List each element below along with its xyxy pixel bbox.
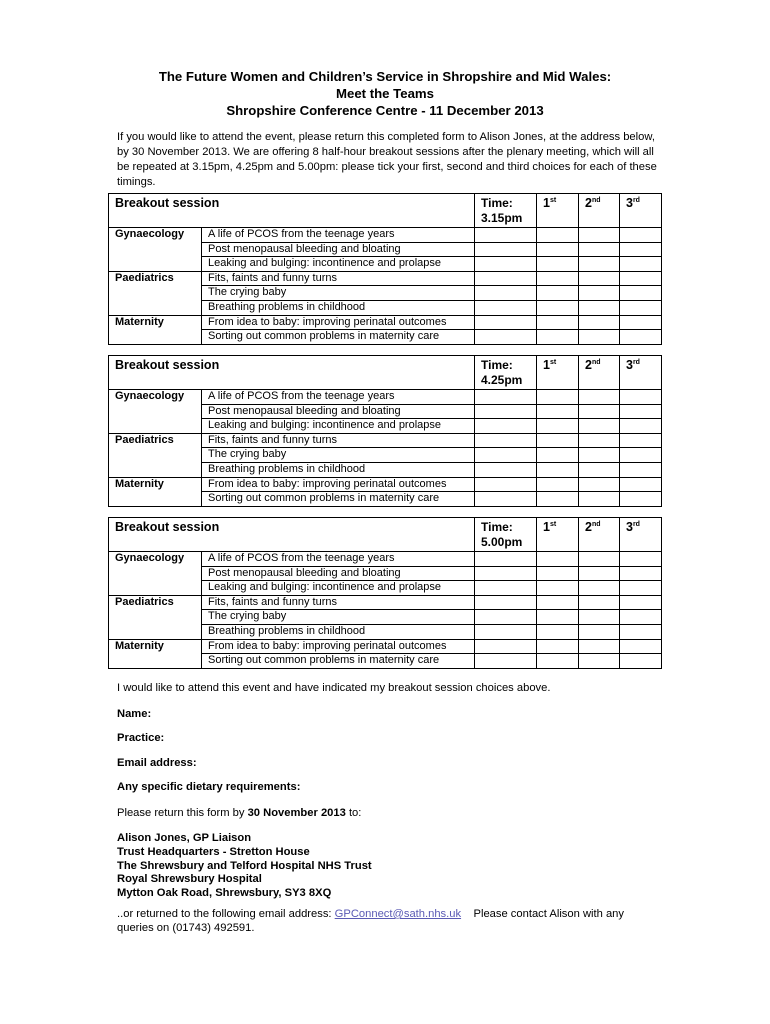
- time-choice-cell[interactable]: [475, 257, 537, 272]
- second-choice-cell[interactable]: [579, 462, 620, 477]
- category-cell: [109, 330, 202, 345]
- second-choice-cell[interactable]: [579, 286, 620, 301]
- third-choice-cell[interactable]: [620, 257, 662, 272]
- topic-cell: Fits, faints and funny turns: [202, 271, 475, 286]
- topic-cell: Leaking and bulging: incontinence and prolapse: [202, 581, 475, 596]
- topic-cell: From idea to baby: improving perinatal outcomes: [202, 639, 475, 654]
- first-choice-cell[interactable]: [537, 595, 579, 610]
- first-choice-cell[interactable]: [537, 390, 579, 405]
- time-header: [475, 518, 537, 552]
- topic-cell: Post menopausal bleeding and bloating: [202, 566, 475, 581]
- second-choice-cell[interactable]: [579, 595, 620, 610]
- first-choice-cell[interactable]: [537, 492, 579, 507]
- second-choice-cell[interactable]: [579, 492, 620, 507]
- third-choice-cell[interactable]: [620, 330, 662, 345]
- second-choice-header: 2nd: [579, 194, 620, 228]
- second-choice-header: 2nd: [579, 518, 620, 552]
- breakout-table: [108, 193, 662, 345]
- category-cell: Gynaecology: [109, 552, 202, 567]
- category-cell: [109, 654, 202, 669]
- footer-suffix: Please contact Alison with any queries on (01743) 492591.: [117, 908, 628, 934]
- category-cell: Gynaecology: [109, 228, 202, 243]
- first-choice-cell[interactable]: [537, 330, 579, 345]
- return-date: 30 November 2013: [247, 807, 346, 819]
- third-choice-cell[interactable]: [620, 315, 662, 330]
- first-choice-cell[interactable]: [537, 271, 579, 286]
- table-row: [109, 390, 662, 405]
- table-header-row: [109, 518, 662, 552]
- intro-paragraph: If you would like to attend the event, please return this completed form to Alison Jones, at the address below, by 30 November 2013. We are offering 8 half-hour breakout sessions after the plenary meeting, which will all be repeated at 3.15pm, 4.25pm and 5.00pm: please tick your first, second and third choices for each of these timings.: [117, 131, 657, 188]
- contact-email-link[interactable]: GPConnect@sath.nhs.uk: [334, 908, 462, 920]
- first-choice-cell[interactable]: [537, 315, 579, 330]
- first-choice-cell[interactable]: [537, 433, 579, 448]
- second-choice-cell[interactable]: [579, 624, 620, 639]
- time-choice-cell[interactable]: [475, 552, 537, 567]
- second-choice-cell[interactable]: [579, 552, 620, 567]
- third-choice-cell[interactable]: [620, 477, 662, 492]
- title-line-1: The Future Women and Children’s Service in Shropshire and Mid Wales:: [158, 69, 612, 84]
- table-row: [109, 595, 662, 610]
- time-choice-cell[interactable]: [475, 242, 537, 257]
- second-choice-cell[interactable]: [579, 654, 620, 669]
- title-line-3: Shropshire Conference Centre - 11 December 2013: [226, 103, 544, 118]
- table-row: [109, 566, 662, 581]
- first-choice-cell[interactable]: [537, 654, 579, 669]
- category-cell: Paediatrics: [109, 271, 202, 286]
- time-choice-cell[interactable]: [475, 330, 537, 345]
- time-label: Time:: [481, 358, 513, 372]
- third-choice-header: 3rd: [620, 194, 662, 228]
- table-row: [109, 639, 662, 654]
- first-choice-cell[interactable]: [537, 300, 579, 315]
- second-choice-cell[interactable]: [579, 566, 620, 581]
- topic-cell: Post menopausal bleeding and bloating: [202, 404, 475, 419]
- first-choice-cell[interactable]: [537, 228, 579, 243]
- category-cell: [109, 566, 202, 581]
- third-choice-cell[interactable]: [620, 300, 662, 315]
- time-choice-cell[interactable]: [475, 300, 537, 315]
- time-label: Time:: [481, 196, 513, 210]
- second-choice-cell[interactable]: [579, 448, 620, 463]
- time-choice-cell[interactable]: [475, 404, 537, 419]
- category-cell: [109, 242, 202, 257]
- second-choice-cell[interactable]: [579, 315, 620, 330]
- topic-cell: Fits, faints and funny turns: [202, 433, 475, 448]
- address-line-5: Mytton Oak Road, Shrewsbury, SY3 8XQ: [117, 887, 332, 900]
- table-row: [109, 477, 662, 492]
- name-label: Name:: [117, 708, 152, 720]
- third-choice-header: 3rd: [620, 518, 662, 552]
- second-choice-cell[interactable]: [579, 271, 620, 286]
- second-choice-cell[interactable]: [579, 330, 620, 345]
- third-choice-cell[interactable]: [620, 419, 662, 434]
- topic-cell: Leaking and bulging: incontinence and prolapse: [202, 257, 475, 272]
- table-row: [109, 610, 662, 625]
- third-choice-cell[interactable]: [620, 624, 662, 639]
- category-cell: [109, 624, 202, 639]
- second-choice-cell[interactable]: [579, 390, 620, 405]
- first-choice-cell[interactable]: [537, 581, 579, 596]
- third-choice-cell[interactable]: [620, 654, 662, 669]
- topic-cell: Leaking and bulging: incontinence and prolapse: [202, 419, 475, 434]
- topic-cell: A life of PCOS from the teenage years: [202, 390, 475, 405]
- table-row: [109, 462, 662, 477]
- third-choice-header: 3rd: [620, 356, 662, 390]
- time-choice-cell[interactable]: [475, 286, 537, 301]
- topic-cell: Sorting out common problems in maternity care: [202, 654, 475, 669]
- table-row: [109, 624, 662, 639]
- time-choice-cell[interactable]: [475, 581, 537, 596]
- time-choice-cell[interactable]: [475, 624, 537, 639]
- time-choice-cell[interactable]: [475, 271, 537, 286]
- table-row: [109, 300, 662, 315]
- dietary-label: Any specific dietary requirements:: [117, 781, 301, 793]
- address-line-3: The Shrewsbury and Telford Hospital NHS Trust: [117, 859, 372, 872]
- table-row: [109, 271, 662, 286]
- table-row: [109, 242, 662, 257]
- second-choice-cell[interactable]: [579, 581, 620, 596]
- table-row: [109, 257, 662, 272]
- category-cell: Paediatrics: [109, 433, 202, 448]
- title-line-2: Meet the Teams: [336, 86, 434, 101]
- first-choice-cell[interactable]: [537, 419, 579, 434]
- second-choice-cell[interactable]: [579, 477, 620, 492]
- first-choice-header: 1st: [537, 356, 579, 390]
- topic-cell: From idea to baby: improving perinatal outcomes: [202, 477, 475, 492]
- time-choice-cell[interactable]: [475, 448, 537, 463]
- time-choice-cell[interactable]: [475, 228, 537, 243]
- table-row: [109, 654, 662, 669]
- topic-cell: Breathing problems in childhood: [202, 300, 475, 315]
- table-header-row: [109, 356, 662, 390]
- third-choice-cell[interactable]: [620, 448, 662, 463]
- first-choice-cell[interactable]: [537, 566, 579, 581]
- third-choice-cell[interactable]: [620, 390, 662, 405]
- third-choice-cell[interactable]: [620, 462, 662, 477]
- breakout-session-header: Breakout session: [109, 356, 475, 390]
- first-choice-cell[interactable]: [537, 552, 579, 567]
- topic-cell: From idea to baby: improving perinatal outcomes: [202, 315, 475, 330]
- category-cell: [109, 581, 202, 596]
- third-choice-cell[interactable]: [620, 552, 662, 567]
- first-choice-header: 1st: [537, 518, 579, 552]
- category-cell: [109, 448, 202, 463]
- breakout-table: [108, 355, 662, 507]
- third-choice-cell[interactable]: [620, 404, 662, 419]
- topic-cell: Sorting out common problems in maternity care: [202, 330, 475, 345]
- table-row: [109, 581, 662, 596]
- category-cell: [109, 492, 202, 507]
- topic-cell: A life of PCOS from the teenage years: [202, 552, 475, 567]
- category-cell: Gynaecology: [109, 390, 202, 405]
- second-choice-cell[interactable]: [579, 639, 620, 654]
- time-choice-cell[interactable]: [475, 595, 537, 610]
- table-row: [109, 330, 662, 345]
- third-choice-cell[interactable]: [620, 595, 662, 610]
- table-row: [109, 228, 662, 243]
- first-choice-cell[interactable]: [537, 624, 579, 639]
- return-instruction: [117, 807, 361, 820]
- first-choice-header: 1st: [537, 194, 579, 228]
- category-cell: Paediatrics: [109, 595, 202, 610]
- time-choice-cell[interactable]: [475, 433, 537, 448]
- breakout-table: [108, 517, 662, 669]
- third-choice-cell[interactable]: [620, 566, 662, 581]
- first-choice-cell[interactable]: [537, 462, 579, 477]
- document-title: [0, 68, 770, 119]
- table-row: [109, 448, 662, 463]
- category-cell: [109, 286, 202, 301]
- practice-label: Practice:: [117, 732, 165, 744]
- session-time: 3.15pm: [481, 211, 523, 225]
- table-row: [109, 552, 662, 567]
- topic-cell: A life of PCOS from the teenage years: [202, 228, 475, 243]
- time-choice-cell[interactable]: [475, 566, 537, 581]
- category-cell: [109, 404, 202, 419]
- topic-cell: Breathing problems in childhood: [202, 462, 475, 477]
- attend-statement: I would like to attend this event and have indicated my breakout session choices above.: [117, 682, 551, 694]
- time-header: [475, 356, 537, 390]
- category-cell: Maternity: [109, 639, 202, 654]
- time-choice-cell[interactable]: [475, 610, 537, 625]
- topic-cell: Fits, faints and funny turns: [202, 595, 475, 610]
- time-choice-cell[interactable]: [475, 315, 537, 330]
- second-choice-cell[interactable]: [579, 610, 620, 625]
- footer-prefix: ..or returned to the following email address:: [117, 908, 335, 920]
- category-cell: [109, 300, 202, 315]
- second-choice-cell[interactable]: [579, 242, 620, 257]
- first-choice-cell[interactable]: [537, 477, 579, 492]
- third-choice-cell[interactable]: [620, 581, 662, 596]
- address-line-2: Trust Headquarters - Stretton House: [117, 845, 310, 858]
- third-choice-cell[interactable]: [620, 286, 662, 301]
- third-choice-cell[interactable]: [620, 228, 662, 243]
- third-choice-cell[interactable]: [620, 639, 662, 654]
- time-header: [475, 194, 537, 228]
- return-prefix: Please return this form by: [117, 807, 248, 819]
- first-choice-cell[interactable]: [537, 257, 579, 272]
- category-cell: [109, 257, 202, 272]
- third-choice-cell[interactable]: [620, 492, 662, 507]
- footer-contact: [117, 908, 662, 936]
- session-time: 4.25pm: [481, 373, 523, 387]
- table-header-row: [109, 194, 662, 228]
- time-choice-cell[interactable]: [475, 390, 537, 405]
- table-row: [109, 433, 662, 448]
- category-cell: Maternity: [109, 315, 202, 330]
- session-time: 5.00pm: [481, 535, 523, 549]
- breakout-session-header: Breakout session: [109, 518, 475, 552]
- time-choice-cell[interactable]: [475, 654, 537, 669]
- second-choice-header: 2nd: [579, 356, 620, 390]
- category-cell: [109, 462, 202, 477]
- second-choice-cell[interactable]: [579, 433, 620, 448]
- topic-cell: The crying baby: [202, 448, 475, 463]
- address-line-1: Alison Jones, GP Liaison: [117, 832, 252, 844]
- topic-cell: Sorting out common problems in maternity care: [202, 492, 475, 507]
- return-address: [117, 832, 372, 901]
- first-choice-cell[interactable]: [537, 404, 579, 419]
- first-choice-cell[interactable]: [537, 639, 579, 654]
- third-choice-cell[interactable]: [620, 610, 662, 625]
- third-choice-cell[interactable]: [620, 433, 662, 448]
- topic-cell: Post menopausal bleeding and bloating: [202, 242, 475, 257]
- time-choice-cell[interactable]: [475, 492, 537, 507]
- category-cell: [109, 419, 202, 434]
- first-choice-cell[interactable]: [537, 610, 579, 625]
- first-choice-cell[interactable]: [537, 242, 579, 257]
- breakout-session-header: Breakout session: [109, 194, 475, 228]
- table-row: [109, 492, 662, 507]
- table-row: [109, 419, 662, 434]
- return-suffix: to:: [345, 807, 362, 819]
- second-choice-cell[interactable]: [579, 228, 620, 243]
- first-choice-cell[interactable]: [537, 286, 579, 301]
- time-choice-cell[interactable]: [475, 419, 537, 434]
- address-line-4: Royal Shrewsbury Hospital: [117, 873, 262, 886]
- table-row: [109, 404, 662, 419]
- category-cell: Maternity: [109, 477, 202, 492]
- category-cell: [109, 610, 202, 625]
- second-choice-cell[interactable]: [579, 257, 620, 272]
- third-choice-cell[interactable]: [620, 242, 662, 257]
- time-choice-cell[interactable]: [475, 639, 537, 654]
- second-choice-cell[interactable]: [579, 300, 620, 315]
- time-choice-cell[interactable]: [475, 462, 537, 477]
- third-choice-cell[interactable]: [620, 271, 662, 286]
- table-row: [109, 315, 662, 330]
- table-row: [109, 286, 662, 301]
- first-choice-cell[interactable]: [537, 448, 579, 463]
- topic-cell: The crying baby: [202, 610, 475, 625]
- second-choice-cell[interactable]: [579, 419, 620, 434]
- time-label: Time:: [481, 520, 513, 534]
- email-label: Email address:: [117, 757, 197, 769]
- second-choice-cell[interactable]: [579, 404, 620, 419]
- topic-cell: The crying baby: [202, 286, 475, 301]
- time-choice-cell[interactable]: [475, 477, 537, 492]
- topic-cell: Breathing problems in childhood: [202, 624, 475, 639]
